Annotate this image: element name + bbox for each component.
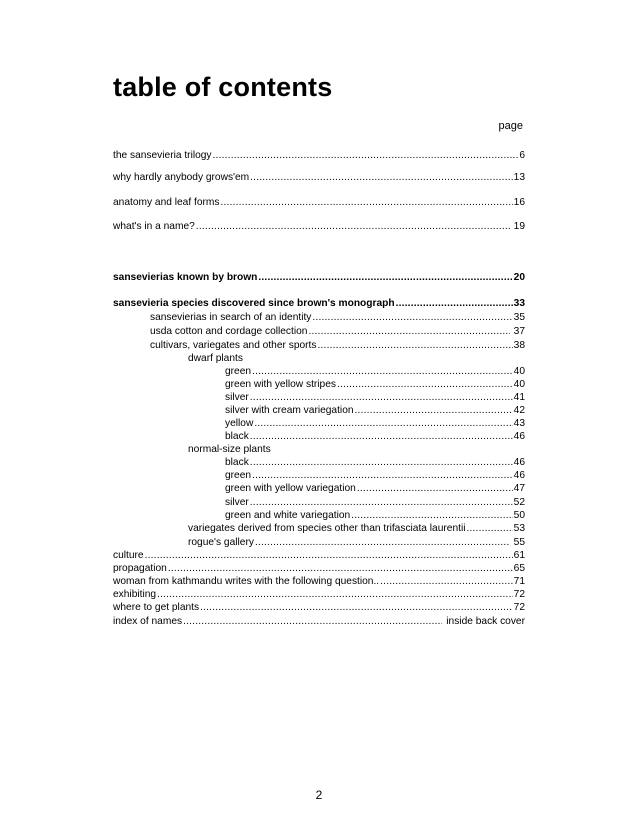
toc-entry <box>225 510 525 522</box>
toc-entry-label: usda cotton and cordage collection <box>150 326 308 337</box>
dot-leader <box>250 431 513 443</box>
toc-entry-label: green <box>225 470 252 481</box>
dot-leader <box>200 602 513 614</box>
toc-entry-page: 55 <box>510 537 525 548</box>
toc-entry-label: rogue's gallery <box>188 537 254 548</box>
dot-leader <box>258 272 512 284</box>
toc-entry <box>188 523 525 535</box>
toc-entry-page: 65 <box>513 563 525 574</box>
dot-leader <box>351 510 512 522</box>
dot-leader <box>168 563 513 575</box>
toc-entry-page: 40 <box>513 366 525 377</box>
dot-leader <box>312 312 512 324</box>
dot-leader <box>355 405 513 417</box>
toc-entry-page: 47 <box>513 483 525 494</box>
toc-entry-page: 72 <box>513 589 525 600</box>
toc-entry-label: anatomy and leaf forms <box>113 197 220 208</box>
toc-entry <box>113 589 525 601</box>
toc-entry <box>113 150 525 162</box>
dot-leader <box>357 483 513 495</box>
toc-entry <box>225 418 525 430</box>
toc-entry-label: normal-size plants <box>188 444 271 455</box>
toc-entry <box>113 197 525 209</box>
toc-entry-page: 46 <box>513 470 525 481</box>
toc-entry-page: 52 <box>513 497 525 508</box>
toc-entry-page: 61 <box>513 550 525 561</box>
dot-leader <box>380 576 513 588</box>
toc-entry-label: dwarf plants <box>188 353 243 364</box>
toc-entry-label: sansevieria species discovered since brown's monograph <box>113 298 395 309</box>
dot-leader <box>157 589 513 601</box>
toc-entry-label: yellow <box>225 418 254 429</box>
toc-entry-page: inside back cover <box>443 616 525 627</box>
toc-entry-page: 33 <box>513 298 525 309</box>
dot-leader <box>252 366 513 378</box>
toc-entry-label: where to get plants <box>113 602 200 613</box>
dot-leader <box>213 150 519 162</box>
dot-leader <box>396 298 513 310</box>
toc-entry-page: 43 <box>513 418 525 429</box>
toc-entry-label: culture <box>113 550 144 561</box>
toc-entry-label: propagation <box>113 563 167 574</box>
toc-entry-page: 20 <box>513 272 525 283</box>
toc-entry <box>225 457 525 469</box>
dot-leader <box>337 379 513 391</box>
toc-entry-page: 13 <box>513 172 525 183</box>
dot-leader <box>250 457 513 469</box>
toc-entry-label: black <box>225 431 249 442</box>
dot-leader <box>250 172 513 184</box>
toc-entry-label: silver <box>225 497 249 508</box>
toc-entry <box>225 405 525 417</box>
toc-entry <box>225 366 525 378</box>
dot-leader <box>220 197 512 209</box>
toc-entry <box>113 602 525 614</box>
dot-leader <box>145 550 513 562</box>
dot-leader <box>466 523 512 535</box>
toc-entry-page: 19 <box>510 221 525 232</box>
dot-leader <box>254 418 512 430</box>
toc-entry <box>113 576 525 588</box>
toc-entry-page: 46 <box>513 431 525 442</box>
toc-entry <box>113 550 525 562</box>
toc-entry <box>188 537 525 549</box>
toc-entry <box>225 470 525 482</box>
toc-entry-label: what's in a name? <box>113 221 195 232</box>
toc-entry-page: 40 <box>513 379 525 390</box>
toc-entry-label: sansevierias in search of an identity <box>150 312 312 323</box>
toc-entry-label: why hardly anybody grows'em <box>113 172 250 183</box>
dot-leader <box>308 326 509 338</box>
toc-entry-label: green with yellow stripes <box>225 379 336 390</box>
toc-entry-label: variegates derived from species other than trifasciata laurentii <box>188 523 466 534</box>
toc-entry <box>225 392 525 404</box>
toc-entry <box>113 272 525 284</box>
toc-entry-page: 71 <box>513 576 525 587</box>
toc-entry-page: 72 <box>513 602 525 613</box>
toc-entry-page: 50 <box>513 510 525 521</box>
page-title: table of contents <box>113 72 333 102</box>
toc-entry-label: index of names <box>113 616 183 627</box>
toc-entry-label: green <box>225 366 252 377</box>
toc-entry <box>113 221 525 233</box>
dot-leader <box>250 497 513 509</box>
toc-entry <box>150 340 525 352</box>
toc-entry-label: green and white variegation <box>225 510 351 521</box>
toc-entry-page: 53 <box>513 523 525 534</box>
toc-entry-label: silver with cream variegation <box>225 405 354 416</box>
toc-entry <box>113 616 525 628</box>
toc-entry <box>150 312 525 324</box>
toc-entry-label: green with yellow variegation <box>225 483 356 494</box>
dot-leader <box>255 537 510 549</box>
toc-entry-label: silver <box>225 392 249 403</box>
toc-entry-label: cultivars, variegates and other sports <box>150 340 317 351</box>
dot-leader <box>317 340 512 352</box>
toc-entry-page: 35 <box>513 312 525 323</box>
toc-entry-page: 41 <box>513 392 525 403</box>
toc-entry <box>113 172 525 184</box>
toc-entry-label: exhibiting <box>113 589 157 600</box>
toc-entry-label: woman from kathmandu writes with the following question.. <box>113 576 380 587</box>
toc-entry-label: black <box>225 457 249 468</box>
toc-entry-label: the sansevieria trilogy <box>113 150 212 161</box>
toc-entry-label: sansevierias known by brown <box>113 272 258 283</box>
page-number: 2 <box>315 788 323 802</box>
dot-leader <box>183 616 442 628</box>
toc-entry <box>225 497 525 509</box>
toc-entry <box>225 483 525 495</box>
toc-entry-page: 6 <box>519 150 525 161</box>
toc-entry-page: 16 <box>513 197 525 208</box>
toc-entry <box>188 444 525 456</box>
dot-leader <box>196 221 510 233</box>
toc-entry <box>150 326 525 338</box>
toc-entry <box>188 353 525 365</box>
toc-entry-page: 38 <box>513 340 525 351</box>
toc-entry <box>225 379 525 391</box>
toc-entry-page: 42 <box>513 405 525 416</box>
dot-leader <box>250 392 513 404</box>
toc-entry-page: 37 <box>510 326 525 337</box>
toc-entry <box>113 563 525 575</box>
toc-entry <box>113 298 525 310</box>
page-column-label: page <box>498 120 523 132</box>
toc-entry-page: 46 <box>513 457 525 468</box>
dot-leader <box>252 470 513 482</box>
toc-entry <box>225 431 525 443</box>
